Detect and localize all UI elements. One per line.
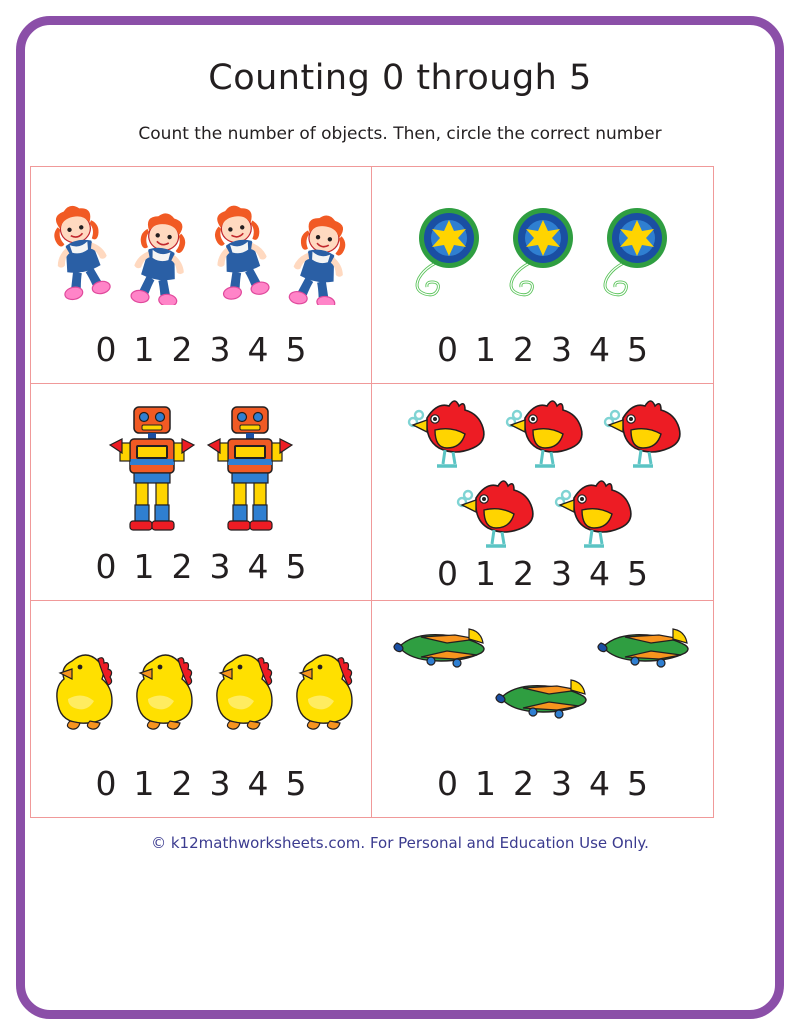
number-option-3[interactable]: 3 <box>551 554 572 593</box>
number-option-0[interactable]: 0 <box>437 554 458 593</box>
robot-icon <box>104 397 200 547</box>
number-option-4[interactable]: 4 <box>247 547 269 586</box>
number-choices-4 <box>376 554 709 597</box>
number-option-4[interactable]: 4 <box>589 554 610 593</box>
number-option-1[interactable]: 1 <box>133 547 155 586</box>
number-option-4[interactable]: 4 <box>589 764 610 803</box>
number-option-3[interactable]: 3 <box>209 764 231 803</box>
problem-cell-2 <box>372 167 713 384</box>
cardinal-bird-icon <box>546 476 638 554</box>
yoyo-icon <box>497 200 589 310</box>
bird-row-top <box>376 396 709 474</box>
number-option-2[interactable]: 2 <box>171 764 193 803</box>
yoyo-icon <box>403 200 495 310</box>
number-option-0[interactable]: 0 <box>437 764 458 803</box>
number-option-5[interactable]: 5 <box>627 554 648 593</box>
number-option-0[interactable]: 0 <box>95 330 117 369</box>
footer-credit: © k12mathworksheets.com. For Personal and Education Use Only. <box>151 834 649 852</box>
number-option-5[interactable]: 5 <box>285 764 307 803</box>
problems-grid <box>30 166 714 818</box>
page-title: Counting 0 through 5 <box>208 58 592 98</box>
duckling-icon <box>282 643 360 735</box>
number-option-1[interactable]: 1 <box>475 330 496 369</box>
number-option-3[interactable]: 3 <box>551 764 572 803</box>
number-option-0[interactable]: 0 <box>437 330 458 369</box>
number-option-5[interactable]: 5 <box>627 330 648 369</box>
object-group-duckling <box>35 607 367 764</box>
duckling-icon <box>122 643 200 735</box>
number-option-4[interactable]: 4 <box>247 330 269 369</box>
object-group-yoyo <box>376 173 709 330</box>
duckling-icon <box>202 643 280 735</box>
number-option-5[interactable]: 5 <box>285 547 307 586</box>
number-option-2[interactable]: 2 <box>171 330 193 369</box>
number-option-3[interactable]: 3 <box>551 330 572 369</box>
problem-cell-1 <box>31 167 372 384</box>
number-choices-5 <box>35 764 367 807</box>
problem-cell-5 <box>31 601 372 818</box>
cardinal-bird-icon <box>595 396 687 474</box>
number-option-2[interactable]: 2 <box>513 554 534 593</box>
number-option-1[interactable]: 1 <box>133 764 155 803</box>
number-option-1[interactable]: 1 <box>475 764 496 803</box>
number-option-3[interactable]: 3 <box>209 330 231 369</box>
number-choices-6 <box>376 764 709 807</box>
number-option-0[interactable]: 0 <box>95 764 117 803</box>
yoyo-icon <box>591 200 683 310</box>
number-option-2[interactable]: 2 <box>171 547 193 586</box>
bird-row-bottom <box>376 476 709 554</box>
airplane-icon <box>391 613 491 685</box>
object-group-airplane <box>376 607 709 764</box>
number-option-3[interactable]: 3 <box>209 547 231 586</box>
problem-cell-6 <box>372 601 713 818</box>
rag-doll-icon <box>202 205 280 305</box>
rag-doll-icon <box>122 205 200 305</box>
number-choices-1 <box>35 330 367 373</box>
cardinal-bird-icon <box>448 476 540 554</box>
number-choices-2 <box>376 330 709 373</box>
number-option-1[interactable]: 1 <box>475 554 496 593</box>
duckling-icon <box>42 643 120 735</box>
rag-doll-icon <box>42 205 120 305</box>
cardinal-bird-icon <box>399 396 491 474</box>
worksheet-content <box>30 30 770 1005</box>
object-group-cardinal-bird <box>376 390 709 554</box>
robot-icon <box>202 397 298 547</box>
cardinal-bird-icon <box>497 396 589 474</box>
airplane-icon <box>595 613 695 685</box>
problem-cell-3 <box>31 384 372 601</box>
number-option-4[interactable]: 4 <box>247 764 269 803</box>
object-group-rag-doll <box>35 173 367 330</box>
rag-doll-icon <box>282 205 360 305</box>
number-option-5[interactable]: 5 <box>285 330 307 369</box>
number-option-2[interactable]: 2 <box>513 330 534 369</box>
instructions: Count the number of objects. Then, circle the correct number <box>138 124 662 144</box>
number-option-1[interactable]: 1 <box>133 330 155 369</box>
object-group-robot <box>35 390 367 547</box>
number-option-4[interactable]: 4 <box>589 330 610 369</box>
airplane-icon <box>493 664 593 736</box>
problem-cell-4 <box>372 384 713 601</box>
number-option-5[interactable]: 5 <box>627 764 648 803</box>
number-option-0[interactable]: 0 <box>95 547 117 586</box>
number-option-2[interactable]: 2 <box>513 764 534 803</box>
number-choices-3 <box>35 547 367 590</box>
